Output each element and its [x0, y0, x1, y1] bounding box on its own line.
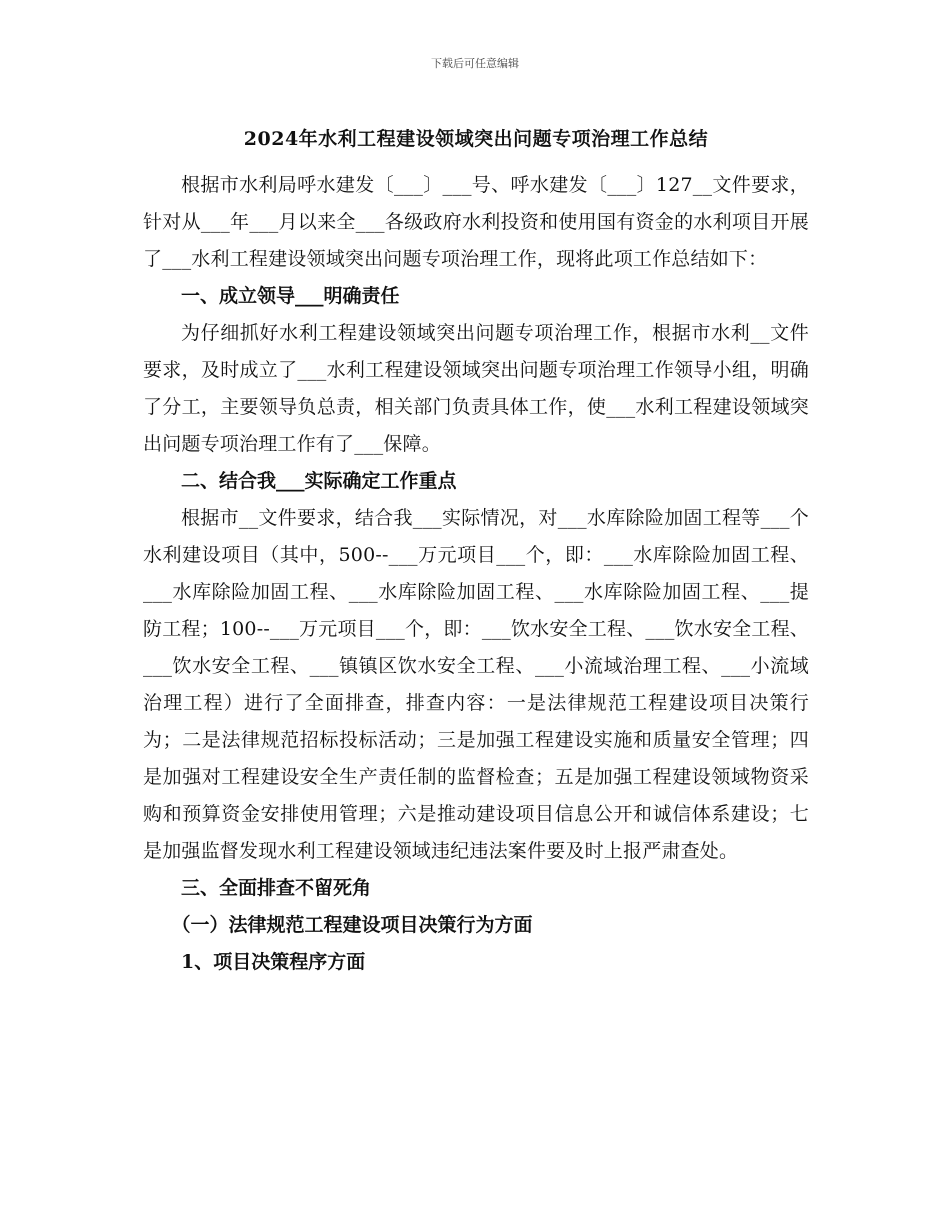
- subsection-heading-1: （一）法律规范工程建设项目决策行为方面: [171, 914, 533, 936]
- header-note: 下载后可任意编辑: [431, 57, 519, 70]
- document-title: 2024年水利工程建设领域突出问题专项治理工作总结: [243, 128, 709, 150]
- section-heading-2: 二、结合我___实际确定工作重点: [181, 470, 457, 492]
- section-1-paragraph: 为仔细抓好水利工程建设领域突出问题专项治理工作，根据市水利__文件要求，及时成立了___水利工程建设领域突出问题专项治理工作领导小组，明确了分工，主要领导负总责，相关部门负责具体工作，使___水利工程建设领域突出问题专项治理工作有了___保障。: [143, 322, 809, 455]
- section-heading-1: 一、成立领导___明确责任: [181, 285, 400, 307]
- section-heading-3: 三、全面排查不留死角: [181, 877, 372, 899]
- section-2-paragraph: 根据市__文件要求，结合我___实际情况，对___水库除险加固工程等___个水利建设项目（其中，500--___万元项目___个，即：___水库除险加固工程、___水库除险加固工程、___水库除险加固工程、___水库除险加固工程、___提防工程；100--___万元项目___个，即：___饮水安全工程、___饮水安全工程、___饮水安全工程、___镇镇区饮水安全工程、___小流域治理工程、___小流域治理工程）进行了全面排查，排查内容：一是法律规范工程建设项目决策行为；二是法律规范招标投标活动；三是加强工程建设实施和质量安全管理；四是加强对工程建设安全生产责任制的监督检查；五是加强工程建设领域物资采购和预算资金安排使用管理；六是推动建设项目信息公开和诚信体系建设；七是加强监督发现水利工程建设领域违纪违法案件要及时上报严肃查处。: [143, 507, 809, 862]
- intro-paragraph: 根据市水利局呼水建发〔___〕___号、呼水建发〔___〕127__文件要求，针对从___年___月以来全___各级政府水利投资和使用国有资金的水利项目开展了___水利工程建设领域突出问题专项治理工作，现将此项工作总结如下：: [143, 174, 809, 270]
- subsection-heading-1-1: 1、项目决策程序方面: [181, 951, 366, 973]
- document-body: [143, 167, 809, 981]
